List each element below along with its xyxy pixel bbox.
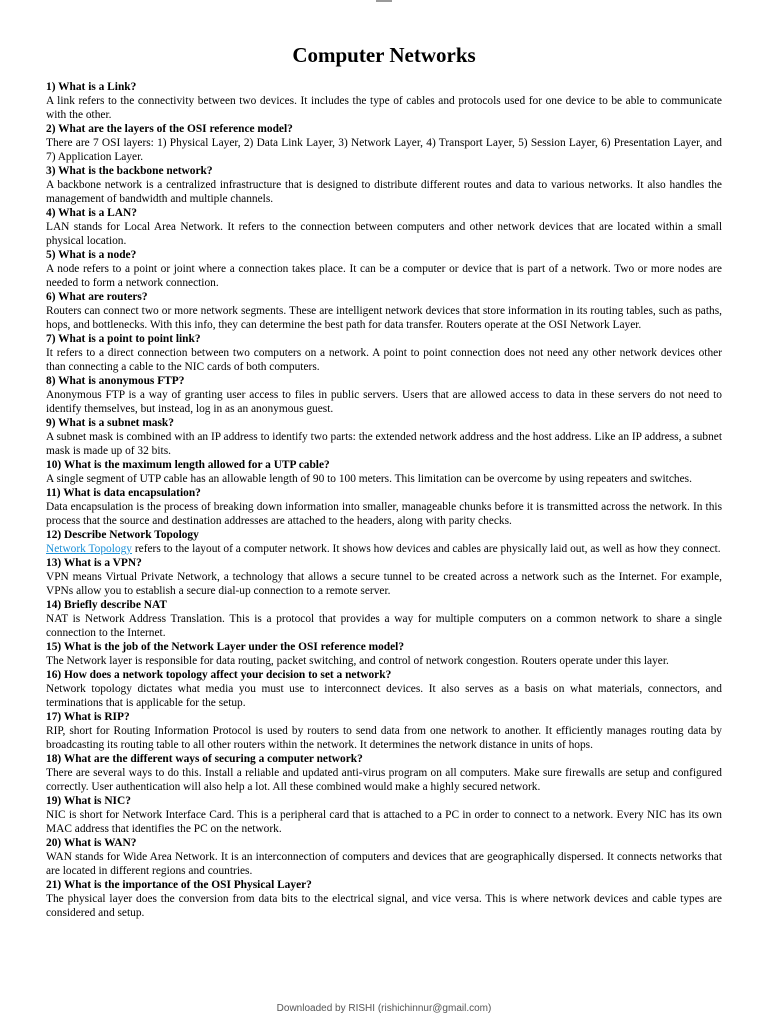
answer-text <box>46 542 722 556</box>
question-heading: 9) What is a subnet mask? <box>46 417 174 429</box>
page-top-marker <box>376 0 392 2</box>
qa-item <box>46 290 722 332</box>
qa-item <box>46 794 722 836</box>
qa-item <box>46 752 722 794</box>
answer-text: There are 7 OSI layers: 1) Physical Layer, 2) Data Link Layer, 3) Network Layer, 4) Transport Layer, 5) Session Layer, 6) Presentation Layer, and 7) Application Layer. <box>46 137 722 163</box>
question-heading: 15) What is the job of the Network Layer under the OSI reference model? <box>46 641 405 653</box>
answer-text-rest: refers to the layout of a computer network. It shows how devices and cables are physically laid out, as well as how they connect. <box>132 543 721 555</box>
qa-item <box>46 164 722 206</box>
question-heading: 4) What is a LAN? <box>46 207 137 219</box>
qa-item <box>46 528 722 556</box>
download-footer: Downloaded by RISHI (rishichinnur@gmail.com) <box>276 1003 492 1014</box>
answer-text: WAN stands for Wide Area Network. It is an interconnection of computers and devices that are geographically dispersed. It connects networks that are located in different regions and countries. <box>46 851 722 877</box>
qa-item <box>46 668 722 710</box>
answer-text: There are several ways to do this. Install a reliable and updated anti-virus program on all computers. Make sure firewalls are setup and configured correctly. User authentication will also help a lot. All these combined would make a highly secured network. <box>46 767 722 793</box>
qa-item <box>46 248 722 290</box>
question-heading: 10) What is the maximum length allowed for a UTP cable? <box>46 459 330 471</box>
answer-text: LAN stands for Local Area Network. It refers to the connection between computers and other network devices that are located within a small physical location. <box>46 221 722 247</box>
qa-item <box>46 598 722 640</box>
answer-text: A backbone network is a centralized infrastructure that is designed to distribute different routes and data to various networks. It also handles the management of bandwidth and multiple channels. <box>46 179 722 205</box>
question-heading: 13) What is a VPN? <box>46 557 142 569</box>
question-heading: 1) What is a Link? <box>46 81 137 93</box>
question-heading: 21) What is the importance of the OSI Physical Layer? <box>46 879 312 891</box>
answer-text: RIP, short for Routing Information Protocol is used by routers to send data from one network to another. It efficiently manages routing data by broadcasting its routing table to all other routers within the network. It determines the network distance in units of hops. <box>46 725 722 751</box>
qa-item <box>46 122 722 164</box>
qa-item <box>46 556 722 598</box>
answer-text: VPN means Virtual Private Network, a technology that allows a secure tunnel to be created across a network such as the Internet. For example, VPNs allow you to establish a secure dial-up connection to a remote server. <box>46 571 722 597</box>
answer-text: A node refers to a point or joint where a connection takes place. It can be a computer or device that is part of a network. Two or more nodes are needed to form a network connection. <box>46 263 722 289</box>
answer-text: The Network layer is responsible for data routing, packet switching, and control of network congestion. Routers operate under this layer. <box>46 655 669 667</box>
answer-text: Anonymous FTP is a way of granting user access to files in public servers. Users that are allowed access to data in these servers do not need to identify themselves, but instead, log in as an anonymous guest. <box>46 389 722 415</box>
question-heading: 14) Briefly describe NAT <box>46 599 167 611</box>
question-heading: 7) What is a point to point link? <box>46 333 201 345</box>
question-heading: 17) What is RIP? <box>46 711 130 723</box>
qa-item <box>46 836 722 878</box>
answer-text: A single segment of UTP cable has an allowable length of 90 to 100 meters. This limitation can be overcome by using repeaters and switches. <box>46 473 692 485</box>
question-heading: 19) What is NIC? <box>46 795 131 807</box>
question-heading: 3) What is the backbone network? <box>46 165 213 177</box>
answer-text: A link refers to the connectivity between two devices. It includes the type of cables and protocols used for one device to be able to communicate with the other. <box>46 95 722 121</box>
question-heading: 20) What is WAN? <box>46 837 137 849</box>
page-title: Computer Networks <box>292 43 476 67</box>
question-heading: 5) What is a node? <box>46 249 137 261</box>
qa-item <box>46 80 722 122</box>
answer-text: A subnet mask is combined with an IP address to identify two parts: the extended network address and the host address. Like an IP address, a subnet mask is made up of 32 bits. <box>46 431 722 457</box>
qa-item <box>46 878 722 920</box>
answer-text: It refers to a direct connection between two computers on a network. A point to point connection does not need any other network devices other than connecting a cable to the NIC cards of both computers. <box>46 347 722 373</box>
qa-list <box>46 80 722 920</box>
answer-text: Network topology dictates what media you must use to interconnect devices. It also serves as a basis on what materials, connectors, and terminations that is applicable for the setup. <box>46 683 722 709</box>
qa-item <box>46 640 722 668</box>
question-heading: 12) Describe Network Topology <box>46 529 199 541</box>
qa-item <box>46 374 722 416</box>
answer-text: Routers can connect two or more network segments. These are intelligent network devices that store information in its routing tables, such as paths, hops, and bottlenecks. With this info, they can determine the best path for data transfer. Routers operate at the OSI Network Layer. <box>46 305 722 331</box>
qa-item <box>46 332 722 374</box>
answer-text: Data encapsulation is the process of breaking down information into smaller, manageable chunks before it is transmitted across the network. In this process that the source and destination addresses are attached to the headers, along with parity checks. <box>46 501 722 527</box>
qa-item <box>46 710 722 752</box>
answer-text: NIC is short for Network Interface Card. This is a peripheral card that is attached to a PC in order to connect to a network. Every NIC has its own MAC address that identifies the PC on the network. <box>46 809 722 835</box>
question-heading: 6) What are routers? <box>46 291 148 303</box>
answer-text: The physical layer does the conversion from data bits to the electrical signal, and vice versa. This is where network devices and cable types are considered and setup. <box>46 893 722 919</box>
network-topology-link[interactable]: Network Topology <box>46 543 132 555</box>
qa-item <box>46 416 722 458</box>
question-heading: 2) What are the layers of the OSI reference model? <box>46 123 293 135</box>
question-heading: 18) What are the different ways of securing a computer network? <box>46 753 363 765</box>
answer-text: NAT is Network Address Translation. This is a protocol that provides a way for multiple computers on a common network to share a single connection to the Internet. <box>46 613 722 639</box>
qa-item <box>46 458 722 486</box>
question-heading: 16) How does a network topology affect your decision to set a network? <box>46 669 392 681</box>
qa-item <box>46 486 722 528</box>
qa-item <box>46 206 722 248</box>
question-heading: 11) What is data encapsulation? <box>46 487 201 499</box>
question-heading: 8) What is anonymous FTP? <box>46 375 185 387</box>
